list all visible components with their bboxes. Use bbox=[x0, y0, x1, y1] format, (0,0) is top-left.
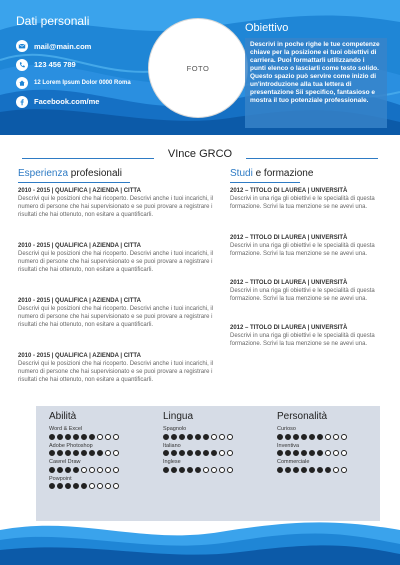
lingua-box bbox=[150, 406, 266, 521]
rating-dot-filled bbox=[317, 467, 323, 473]
skill-row bbox=[277, 459, 380, 473]
rating-dot-filled bbox=[317, 450, 323, 456]
education-description: Descrivi in una riga gli obiettivi e le specialità di questa formazione. Scrivi la tua menzione se ne avevi una. bbox=[230, 333, 375, 348]
rating-dot-filled bbox=[301, 450, 307, 456]
rating-dot-empty bbox=[97, 467, 103, 473]
skill-rating bbox=[277, 450, 380, 456]
skill-row bbox=[277, 426, 380, 440]
rating-dot-filled bbox=[301, 434, 307, 440]
contact-phone[interactable] bbox=[16, 56, 131, 74]
skill-label: Adobe Photoshop bbox=[49, 442, 93, 449]
skill-row bbox=[49, 476, 152, 490]
skill-rating bbox=[163, 434, 266, 440]
experience-item bbox=[18, 352, 216, 385]
skill-rating bbox=[277, 467, 380, 473]
rating-dot-filled bbox=[301, 467, 307, 473]
rating-dot-empty bbox=[105, 467, 111, 473]
rating-dot-empty bbox=[89, 467, 95, 473]
rating-dot-filled bbox=[73, 434, 79, 440]
rating-dot-filled bbox=[89, 450, 95, 456]
rating-dot-filled bbox=[81, 434, 87, 440]
lingua-skill-list bbox=[163, 426, 266, 473]
footer-wave-background bbox=[0, 520, 400, 565]
contact-list bbox=[16, 37, 131, 111]
rating-dot-filled bbox=[309, 467, 315, 473]
skill-label: Commerciale bbox=[277, 459, 310, 465]
rating-dot-filled bbox=[73, 467, 79, 473]
rating-dot-filled bbox=[195, 467, 201, 473]
abilita-skill-list bbox=[49, 426, 152, 489]
rating-dot-filled bbox=[171, 467, 177, 473]
objective-title: Obiettivo bbox=[245, 22, 289, 34]
skill-label: Curioso bbox=[277, 426, 296, 432]
objective-text: Descrivi in poche righe le tue competenze chiave per la posizione ei tuoi obiettivi di carriera. Puoi formattarli utilizzando i punti elenco o lasciarli come testo solido. Questo spazio può servire come inizio di un'introduzione alla tua lettera di presentazione Sii specifico, fantasioso e mostra il tuo potenziale professionale. bbox=[250, 41, 380, 104]
skill-row bbox=[163, 459, 266, 473]
rating-dot-empty bbox=[341, 434, 347, 440]
rating-dot-filled bbox=[163, 450, 169, 456]
rating-dot-filled bbox=[73, 483, 79, 489]
rating-dot-empty bbox=[105, 483, 111, 489]
rating-dot-filled bbox=[317, 434, 323, 440]
experience-heading: 2010 - 2015 | QUALIFICA | AZIENDA | CITTA bbox=[18, 353, 141, 359]
rating-dot-filled bbox=[57, 467, 63, 473]
education-description: Descrivi in una riga gli obiettivi e le specialità di questa formazione. Scrivi la tua menzione se ne avevi una. bbox=[230, 196, 375, 211]
skill-rating bbox=[163, 467, 266, 473]
rating-dot-filled bbox=[163, 467, 169, 473]
education-description: Descrivi in una riga gli obiettivi e le specialità di questa formazione. Scrivi la tua menzione se ne avevi una. bbox=[230, 243, 375, 258]
rating-dot-empty bbox=[219, 467, 225, 473]
abilita-title: Abilità bbox=[49, 411, 77, 422]
rating-dot-filled bbox=[187, 434, 193, 440]
rating-dot-filled bbox=[293, 434, 299, 440]
personalita-title: Personalità bbox=[277, 411, 328, 422]
experience-item bbox=[18, 297, 216, 330]
rating-dot-filled bbox=[89, 434, 95, 440]
rating-dot-filled bbox=[187, 467, 193, 473]
rating-dot-filled bbox=[203, 450, 209, 456]
rating-dot-filled bbox=[195, 450, 201, 456]
rating-dot-filled bbox=[73, 450, 79, 456]
rating-dot-filled bbox=[277, 467, 283, 473]
education-title bbox=[230, 168, 313, 179]
abilita-box bbox=[36, 406, 152, 521]
rating-dot-empty bbox=[89, 483, 95, 489]
rating-dot-filled bbox=[49, 450, 55, 456]
experience-heading: 2010 - 2015 | QUALIFICA | AZIENDA | CITTA bbox=[18, 298, 141, 304]
objective-box bbox=[245, 38, 387, 128]
rating-dot-filled bbox=[211, 450, 217, 456]
rating-dot-empty bbox=[333, 450, 339, 456]
header-banner bbox=[0, 0, 400, 135]
rating-dot-filled bbox=[49, 434, 55, 440]
name-divider-left bbox=[22, 158, 154, 159]
skill-label: Inventiva bbox=[277, 442, 300, 449]
contact-address[interactable] bbox=[16, 74, 131, 92]
education-item bbox=[230, 187, 375, 211]
rating-dot-filled bbox=[49, 467, 55, 473]
skill-label: Powpoint bbox=[49, 475, 72, 482]
photo-placeholder[interactable] bbox=[148, 18, 248, 118]
photo-label: FOTO bbox=[186, 63, 210, 73]
education-item bbox=[230, 234, 375, 258]
skill-row bbox=[163, 443, 266, 457]
rating-dot-empty bbox=[81, 467, 87, 473]
rating-dot-filled bbox=[65, 434, 71, 440]
rating-dot-filled bbox=[293, 467, 299, 473]
rating-dot-filled bbox=[309, 434, 315, 440]
name-divider-right bbox=[246, 158, 378, 159]
rating-dot-filled bbox=[285, 467, 291, 473]
education-item bbox=[230, 279, 375, 303]
rating-dot-empty bbox=[211, 434, 217, 440]
rating-dot-empty bbox=[219, 434, 225, 440]
rating-dot-filled bbox=[65, 467, 71, 473]
contact-facebook-text: Facebook.com/me bbox=[34, 97, 100, 106]
experience-heading: 2010 - 2015 | QUALIFICA | AZIENDA | CITTA bbox=[18, 188, 141, 194]
rating-dot-filled bbox=[309, 450, 315, 456]
rating-dot-filled bbox=[277, 450, 283, 456]
skill-row bbox=[277, 443, 380, 457]
education-underline bbox=[230, 182, 300, 183]
education-title-highlight: Studi bbox=[230, 168, 253, 179]
personalita-box bbox=[264, 406, 380, 521]
rating-dot-filled bbox=[179, 450, 185, 456]
rating-dot-empty bbox=[219, 450, 225, 456]
rating-dot-filled bbox=[49, 483, 55, 489]
rating-dot-filled bbox=[97, 450, 103, 456]
rating-dot-empty bbox=[333, 467, 339, 473]
experience-title-rest: profesionali bbox=[68, 168, 122, 179]
skill-row bbox=[163, 426, 266, 440]
rating-dot-filled bbox=[203, 434, 209, 440]
rating-dot-empty bbox=[113, 450, 119, 456]
education-title-rest: e formazione bbox=[252, 168, 314, 179]
phone-icon bbox=[16, 59, 28, 71]
rating-dot-empty bbox=[341, 450, 347, 456]
experience-description: Descrivi qui le posizioni che hai ricoperto. Descrivi anche i tuoi incarichi, il numero di persone che hai supervisionato e se puoi provare a registrare i risultati che hai ottenuto, non esitare a quantificarli. bbox=[18, 251, 214, 274]
skill-row bbox=[49, 459, 152, 473]
rating-dot-empty bbox=[211, 467, 217, 473]
rating-dot-filled bbox=[187, 450, 193, 456]
education-heading: 2012 – TITOLO DI LAUREA | UNIVERSITÀ bbox=[230, 280, 348, 286]
rating-dot-empty bbox=[113, 434, 119, 440]
rating-dot-filled bbox=[81, 450, 87, 456]
rating-dot-empty bbox=[97, 483, 103, 489]
rating-dot-filled bbox=[65, 450, 71, 456]
candidate-name: VInce GRCO bbox=[167, 148, 233, 160]
rating-dot-filled bbox=[81, 483, 87, 489]
rating-dot-filled bbox=[163, 434, 169, 440]
skill-label: Italiano bbox=[163, 442, 181, 449]
rating-dot-empty bbox=[105, 450, 111, 456]
skill-rating bbox=[49, 434, 152, 440]
home-icon bbox=[16, 77, 28, 89]
rating-dot-empty bbox=[341, 467, 347, 473]
personal-data-title: Dati personali bbox=[16, 14, 90, 28]
skill-label: Inglese bbox=[163, 459, 181, 465]
rating-dot-empty bbox=[325, 450, 331, 456]
education-heading: 2012 – TITOLO DI LAUREA | UNIVERSITÀ bbox=[230, 325, 348, 331]
skill-label: Cawrel Draw bbox=[49, 459, 81, 465]
contact-facebook[interactable] bbox=[16, 93, 131, 111]
skill-label: Word & Excel bbox=[49, 426, 83, 432]
rating-dot-filled bbox=[325, 467, 331, 473]
experience-description: Descrivi qui le posizioni che hai ricoperto. Descrivi anche i tuoi incarichi, il numero di persone che hai supervisionato e se puoi provare a registrare i risultati che hai ottenuto, non esitare a quantificarli. bbox=[18, 196, 214, 219]
contact-email[interactable] bbox=[16, 37, 131, 55]
skill-rating bbox=[277, 434, 380, 440]
facebook-icon bbox=[16, 96, 28, 108]
experience-title-highlight: Esperienza bbox=[18, 168, 69, 179]
skill-label: Spagnolo bbox=[163, 426, 187, 432]
contact-email-text: mail@main.com bbox=[34, 41, 92, 51]
envelope-icon bbox=[16, 40, 28, 52]
rating-dot-filled bbox=[65, 483, 71, 489]
rating-dot-filled bbox=[285, 434, 291, 440]
rating-dot-empty bbox=[227, 467, 233, 473]
skill-rating bbox=[163, 450, 266, 456]
skill-row bbox=[49, 426, 152, 440]
rating-dot-empty bbox=[105, 434, 111, 440]
rating-dot-filled bbox=[179, 434, 185, 440]
education-heading: 2012 – TITOLO DI LAUREA | UNIVERSITÀ bbox=[230, 188, 348, 194]
rating-dot-empty bbox=[113, 483, 119, 489]
rating-dot-filled bbox=[171, 450, 177, 456]
skill-rating bbox=[49, 450, 152, 456]
rating-dot-empty bbox=[203, 467, 209, 473]
skill-rating bbox=[49, 467, 152, 473]
rating-dot-filled bbox=[293, 450, 299, 456]
rating-dot-empty bbox=[325, 434, 331, 440]
rating-dot-empty bbox=[333, 434, 339, 440]
rating-dot-filled bbox=[277, 434, 283, 440]
personalita-skill-list bbox=[277, 426, 380, 473]
experience-description: Descrivi qui le posizioni che hai ricoperto. Descrivi anche i tuoi incarichi, il numero di persone che hai supervisionato e se puoi provare a registrare i risultati che hai ottenuto, non esitare a quantificarli. bbox=[18, 306, 214, 329]
experience-title bbox=[18, 168, 122, 179]
education-description: Descrivi in una riga gli obiettivi e le specialità di questa formazione. Scrivi la tua menzione se ne avevi una. bbox=[230, 288, 375, 303]
skill-row bbox=[49, 443, 152, 457]
rating-dot-empty bbox=[113, 467, 119, 473]
rating-dot-filled bbox=[57, 434, 63, 440]
rating-dot-empty bbox=[227, 450, 233, 456]
contact-address-text: 12 Lorem Ipsum Dolor 0000 Roma bbox=[34, 80, 131, 86]
rating-dot-empty bbox=[97, 434, 103, 440]
lingua-title: Lingua bbox=[163, 411, 194, 422]
education-heading: 2012 – TITOLO DI LAUREA | UNIVERSITÀ bbox=[230, 235, 348, 241]
experience-heading: 2010 - 2015 | QUALIFICA | AZIENDA | CITTA bbox=[18, 243, 141, 249]
rating-dot-filled bbox=[285, 450, 291, 456]
rating-dot-empty bbox=[227, 434, 233, 440]
experience-item bbox=[18, 187, 216, 220]
rating-dot-filled bbox=[57, 450, 63, 456]
contact-phone-text: 123 456 789 bbox=[34, 60, 76, 69]
education-item bbox=[230, 324, 375, 348]
experience-item bbox=[18, 242, 216, 275]
skill-rating bbox=[49, 483, 152, 489]
experience-description: Descrivi qui le posizioni che hai ricoperto. Descrivi anche i tuoi incarichi, il numero di persone che hai supervisionato e se puoi provare a registrare i risultati che hai ottenuto, non esitare a quantificarli. bbox=[18, 361, 214, 384]
rating-dot-filled bbox=[179, 467, 185, 473]
experience-underline bbox=[18, 182, 130, 183]
rating-dot-filled bbox=[171, 434, 177, 440]
rating-dot-filled bbox=[57, 483, 63, 489]
rating-dot-filled bbox=[195, 434, 201, 440]
